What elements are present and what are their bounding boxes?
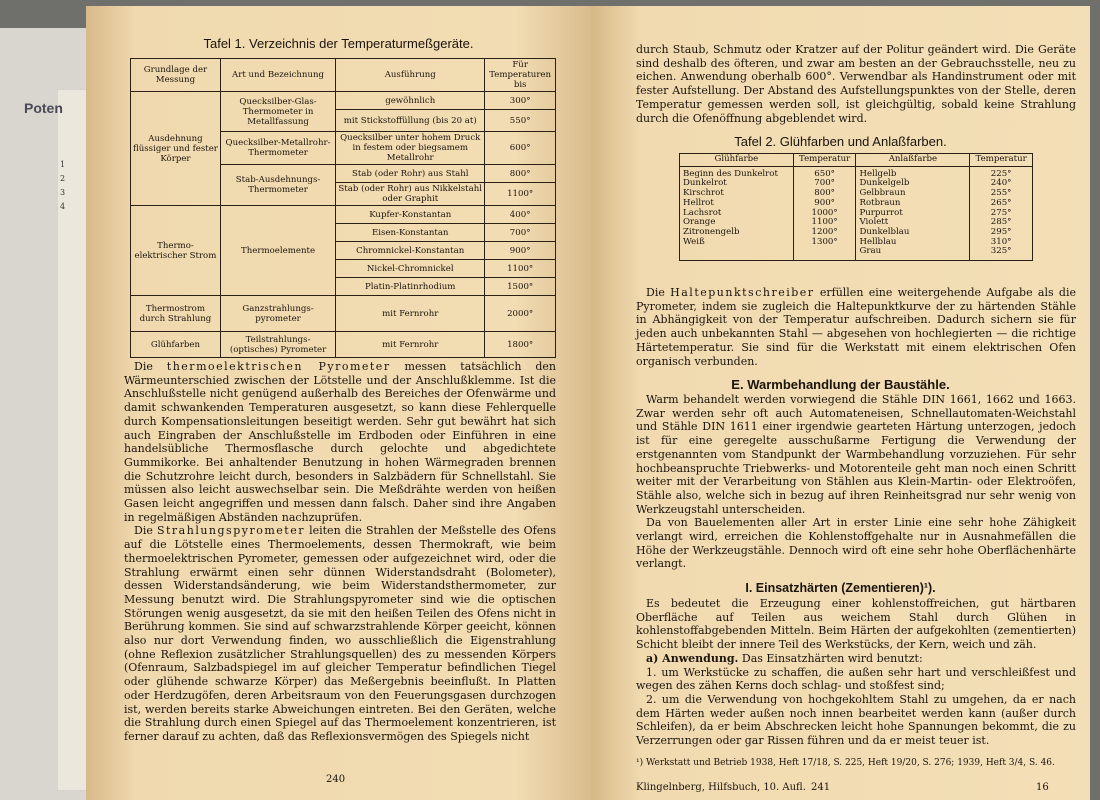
- background-page-numbers: [60, 158, 65, 214]
- table1-ausfuehrung: mit Fernrohr: [336, 332, 485, 358]
- gluehtemp: 1100°: [811, 217, 838, 228]
- gluehtemp: 800°: [814, 188, 835, 199]
- paragraph: durch Staub, Schmutz oder Kratzer auf der Politur geändert wird. Die Geräte sind deshalb des öfteren, und zwar am besten an der Gebrauchsstelle, neu zu eichen. Anwendung oberhalb 600°. Verwendbar als Handinstrument oder mit fester Aufstellung. Der Abstand des Aufstellungspunktes von der Stelle, deren Temperatur gemessen werden soll, ist gleichgültig, sobald keine Strahlung durch die Ofenöffnung abgeblendet wird.: [636, 43, 1076, 125]
- table1-ausfuehrung: Kupfer-Konstantan: [336, 206, 485, 224]
- table2: [679, 153, 1033, 261]
- anlasstemp: 255°: [990, 188, 1012, 199]
- table1-header: Grundlage der Messung: [131, 59, 221, 92]
- table2-caption: Tafel 2. Glühfarben und Anlaßfarben.: [734, 134, 947, 149]
- anlassfarbe: Gelbbraun: [859, 188, 906, 199]
- table1-ausfuehrung: mit Fernrohr: [336, 296, 485, 332]
- page-number-left: 240: [326, 774, 346, 785]
- gluehfarbe: Weiß: [683, 236, 705, 247]
- table1-ausfuehrung: Stab (oder Rohr) aus Nikkelstahl oder Graphit: [336, 183, 485, 206]
- table1-temp: 300°: [485, 92, 556, 110]
- table1-art: Stab-Ausdehnungs-Thermometer: [220, 165, 335, 206]
- text-run: Das Einsatzhärten wird benutzt:: [738, 651, 923, 665]
- gluehfarbe: Dunkelrot: [683, 178, 727, 189]
- anlassfarbe: Violett: [859, 217, 889, 228]
- gluehtemp: 1200°: [811, 226, 838, 237]
- table1-temp: 900°: [485, 242, 556, 260]
- table1-temp: 1500°: [485, 278, 556, 296]
- anlassfarbe: Purpurrot: [859, 207, 903, 218]
- background-page-label: Poten: [24, 100, 63, 116]
- table1-art: Teilstrahlungs-(optisches) Pyrometer: [220, 332, 335, 358]
- table1-art: Quecksilber-Metallrohr-Thermometer: [220, 132, 335, 165]
- paragraph: [124, 524, 556, 743]
- text-run: messen tatsächlich den Wärmeunterschied zwischen der Lötstelle und der Anschlußklemme. Ist die Anschlußstelle nicht genügend außerhalb des Bereiches der Ofenwärme und damit schwankenden Temperaturen ausgesetzt, so kann diese Fehlerquelle durch Kompensationsleitungen beseitigt werden. Sehr gut bewährt hat sich auch Eingraben der Anschlußstelle im Erdboden oder Einführen in eine handelsübliche Thermosflasche durch gelochte und abgedichtete Gummikorke. Bei anhaltender Benutzung in hohen Wärmegraden brennen die Schutzrohre leicht durch, besonders in Salzbädern für Schnellstahl. Sie müssen also leicht auswechselbar sein. Die Meßdrähte werden von heißen Gasen leicht angegriffen und messen dann falsch. Daher sind ihre Angaben in regelmäßigen Abständen nachzuprüfen.: [124, 360, 556, 524]
- anlassfarbe: Hellblau: [859, 236, 897, 247]
- right-page: [591, 6, 1090, 800]
- left-body-text: [124, 360, 556, 744]
- open-book: [86, 6, 1090, 800]
- list-item: 2. um die Verwendung von hochgekohltem Stahl zu umgehen, da er nach dem Härten weder außen noch innen bearbeitet werden kann (außer durch Schleifen), da er beim Abschrecken leicht hohe Spannungen bekommt, die zu Verzerrungen oder gar Rissen führen und da er meist teuer ist.: [636, 692, 1076, 748]
- table1-caption: Tafel 1. Verzeichnis der Temperaturmeßgeräte.: [203, 36, 474, 51]
- gluehfarbe: Beginn des Dunkelrot: [683, 168, 778, 179]
- background-number: 3: [60, 188, 66, 197]
- anlasstemp: 295°: [990, 226, 1012, 237]
- table2-header: Anlaßfarbe: [856, 154, 970, 167]
- section-heading-e: E. Warmbehandlung der Baustähle.: [731, 377, 950, 392]
- table1-ausfuehrung: Stab (oder Rohr) aus Stahl: [336, 165, 485, 183]
- table1-art: Quecksilber-Glas-Thermometer in Metallfassung: [220, 92, 335, 132]
- anlasstemp: 225°: [990, 168, 1012, 179]
- left-page: [86, 6, 591, 800]
- anlassfarbe: Rotbraun: [859, 197, 901, 208]
- paragraph: [124, 360, 556, 524]
- table1-art: Ganzstrahlungs-pyrometer: [220, 296, 335, 332]
- table2-anlassfarben-list: [856, 166, 970, 260]
- table2-header: Temperatur: [970, 154, 1033, 167]
- background-number: 4: [60, 202, 66, 211]
- table2-anlasstemp-list: [970, 166, 1033, 260]
- gluehtemp: 650°: [814, 168, 835, 179]
- paragraph: [636, 286, 1076, 368]
- spaced-term: Haltepunktschreiber: [670, 286, 815, 299]
- table2-header: Temperatur: [793, 154, 856, 167]
- table1-temp: 700°: [485, 224, 556, 242]
- table1: [130, 58, 556, 358]
- table1-temp: 550°: [485, 110, 556, 132]
- text-run: erfüllen eine weitergehende Aufgabe als die Pyrometer, indem sie zugleich die Haltepunktkurve der zu härtenden Stähle in Abhängigkeit von der Temperatur aufschreiben. Dadurch sichern sie für jeden auch unbekannten Stahl — abgesehen von hochlegierten — die richtige Härtetemperatur. Sie sind für die Werkstatt mit einem elektrischen Ofen organisch verbunden.: [636, 286, 1076, 368]
- gluehtemp: 700°: [814, 178, 835, 189]
- signature-mark: 16: [1036, 782, 1049, 793]
- section-heading-1: I. Einsatzhärten (Zementieren)¹).: [745, 581, 936, 595]
- background-number: 1: [60, 160, 66, 169]
- spaced-term: thermoelektrischen Pyrometer: [166, 360, 391, 373]
- list-item: 1. um Werkstücke zu schaffen, die außen sehr hart und verschleißfest und wegen des zähen Kerns doch schlag- und stoßfest sind;: [636, 665, 1076, 693]
- anlasstemp: 310°: [990, 236, 1012, 247]
- table1-temp: 1100°: [485, 183, 556, 206]
- table1-header: Art und Bezeichnung: [220, 59, 335, 92]
- table1-temp: 2000°: [485, 296, 556, 332]
- table1-ausfuehrung: mit Stickstoffüllung (bis 20 at): [336, 110, 485, 132]
- subheading-anwendung: a) Anwendung.: [646, 651, 739, 665]
- gluehfarbe: Hellrot: [683, 197, 714, 208]
- gluehtemp: 900°: [814, 197, 835, 208]
- paragraph: [636, 652, 1076, 666]
- text-run: Die: [134, 524, 157, 538]
- section-1-text: [636, 597, 1076, 748]
- anlasstemp: 240°: [990, 178, 1012, 189]
- text-run: Die: [134, 360, 167, 373]
- table1-header: Für Temperaturen bis: [485, 59, 556, 92]
- page-footer: [636, 782, 1076, 793]
- footnote: ¹) Werkstatt und Betrieb 1938, Heft 17/18, S. 225, Heft 19/20, S. 276; 1939, Heft 3/4, S. 46.: [636, 758, 1055, 768]
- background-number: 2: [60, 174, 66, 183]
- anlasstemp: 265°: [990, 197, 1012, 208]
- gluehfarbe: Kirschrot: [683, 188, 724, 199]
- table1-temp: 400°: [485, 206, 556, 224]
- spaced-term: Strahlungspyrometer: [156, 524, 305, 538]
- gluehfarbe: Lachsrot: [683, 207, 722, 218]
- table1-ausfuehrung: Eisen-Konstantan: [336, 224, 485, 242]
- background-page: [0, 28, 92, 800]
- table1-temp: 800°: [485, 165, 556, 183]
- anlassfarbe: Grau: [859, 246, 882, 257]
- anlassfarbe: Hellgelb: [859, 168, 897, 179]
- paragraph: Da von Bauelementen aller Art in erster Linie eine sehr hohe Zähigkeit verlangt wird, erreichen die Kohlenstoffgehalte nur in Ausnahmefällen die Höhe der Werkzeugstähle. Dennoch wird oft eine sehr hohe Oberflächenhärte verlangt.: [636, 516, 1076, 571]
- section-e-text: [636, 393, 1076, 571]
- table1-temp: 1100°: [485, 260, 556, 278]
- anlassfarbe: Dunkelgelb: [859, 178, 910, 189]
- table1-group: Thermo-elektrischer Strom: [131, 206, 221, 296]
- text-run: Die: [646, 286, 671, 299]
- table2-gluehtemp-list: [793, 166, 856, 260]
- right-mid-text: [636, 286, 1076, 368]
- anlassfarbe: Dunkelblau: [859, 226, 910, 237]
- anlasstemp: 325°: [990, 246, 1012, 257]
- anlasstemp: 285°: [990, 217, 1012, 228]
- text-run: leiten die Strahlen der Meßstelle des Ofens auf die Lötstelle eines Thermoelements, dessen Thermokraft, wie beim thermoelektrischen Pyrometer, gemessen oder aufgezeichnet wird, oder die Strahlung erwärmt einen sehr dünnen Widerstandsdraht (Bolometer), dessen Widerstandsänderung, wie beim Widerstandsthermometer, zur Messung benutzt wird. Die Strahlungspyrometer sind wie die optischen Störungen wenig ausgesetzt, da sie mit den heißen Teilen des Ofens nicht in Berührung kommen. Sie sind auf schwarzstrahlende Körper geeicht, können also nur dort Verwendung finden, wo ausschließlich die Eigenstrahlung (ohne Reflexion zusätzlicher Strahlungsquellen) des zu messenden Körpers (Ofenraum, Salzbadspiegel im auf gleicher Temperatur befindlichen Tiegel oder glühende schwarze Körper) das Meßergebnis beeinflußt. In Platten oder Herdzugöfen, deren Arbeitsraum von den Feuerungsgasen durchzogen ist, werden bereits starke Abweichungen eintreten. Bei den Geräten, welche die Strahlung durch einen Spiegel auf das Thermoelement konzentrieren, ist ferner darauf zu achten, daß das Reflexionsvermögen des Spiegels nicht: [124, 524, 556, 743]
- paragraph: Es bedeutet die Erzeugung einer kohlenstoffreichen, gut härtbaren Oberfläche auf Teilen aus weichem Stahl durch Glühen in kohlenstoffabgebenden Mitteln. Beim Härten der aufgekohlten (zementierten) Schicht bleibt der innere Teil des Werkstücks, der Kern, weich und zäh.: [636, 597, 1076, 652]
- table2-header: Glühfarbe: [680, 154, 794, 167]
- gluehfarbe: Zitronengelb: [683, 226, 740, 237]
- table1-group: Thermostrom durch Strahlung: [131, 296, 221, 332]
- table1-header: Ausführung: [336, 59, 485, 92]
- table1-temp: 600°: [485, 132, 556, 165]
- anlasstemp: 275°: [990, 207, 1012, 218]
- table1-ausfuehrung: Chromnickel-Konstantan: [336, 242, 485, 260]
- gluehtemp: 1000°: [811, 207, 838, 218]
- right-top-text: [636, 43, 1076, 125]
- table1-ausfuehrung: Nickel-Chromnickel: [336, 260, 485, 278]
- table1-ausfuehrung: Platin-Platinrhodium: [336, 278, 485, 296]
- page-number-right: 241: [811, 782, 831, 793]
- table2-gluehfarben-list: [680, 166, 794, 260]
- footer-publication: Klingelnberg, Hilfsbuch, 10. Aufl.: [636, 782, 806, 793]
- table1-group: Ausdehnung flüssiger und fester Körper: [131, 92, 221, 206]
- table1-ausfuehrung: gewöhnlich: [336, 92, 485, 110]
- table1-art: Thermoelemente: [220, 206, 335, 296]
- paragraph: Warm behandelt werden vorwiegend die Stähle DIN 1661, 1662 und 1663. Zwar werden sehr oft auch Automateneisen, Schnellautomaten-Weichstahl und Stähle DIN 1611 einer irgendwie gearteten Härtung unterzogen, jedoch ist für eine geregelte ausschußarme Fertigung die Verwendung der erstgenannten vom Standpunkt der Warmbehandlung vorzuziehen. Für sehr hochbeanspruchte Triebwerks- und Motorenteile geht man noch einen Schritt weiter mit der Verarbeitung von Stählen aus Klein-Martin- oder Elektroöfen, Stähle also, welche sich in bezug auf ihren Reinheitsgrad nur sehr wenig von Werkzeugstahl unterscheiden.: [636, 393, 1076, 516]
- gluehfarbe: Orange: [683, 217, 716, 228]
- gluehtemp: 1300°: [811, 236, 838, 247]
- table1-ausfuehrung: Quecksilber unter hohem Druck in festem oder biegsamem Metallrohr: [336, 132, 485, 165]
- table1-temp: 1800°: [485, 332, 556, 358]
- table1-group: Glühfarben: [131, 332, 221, 358]
